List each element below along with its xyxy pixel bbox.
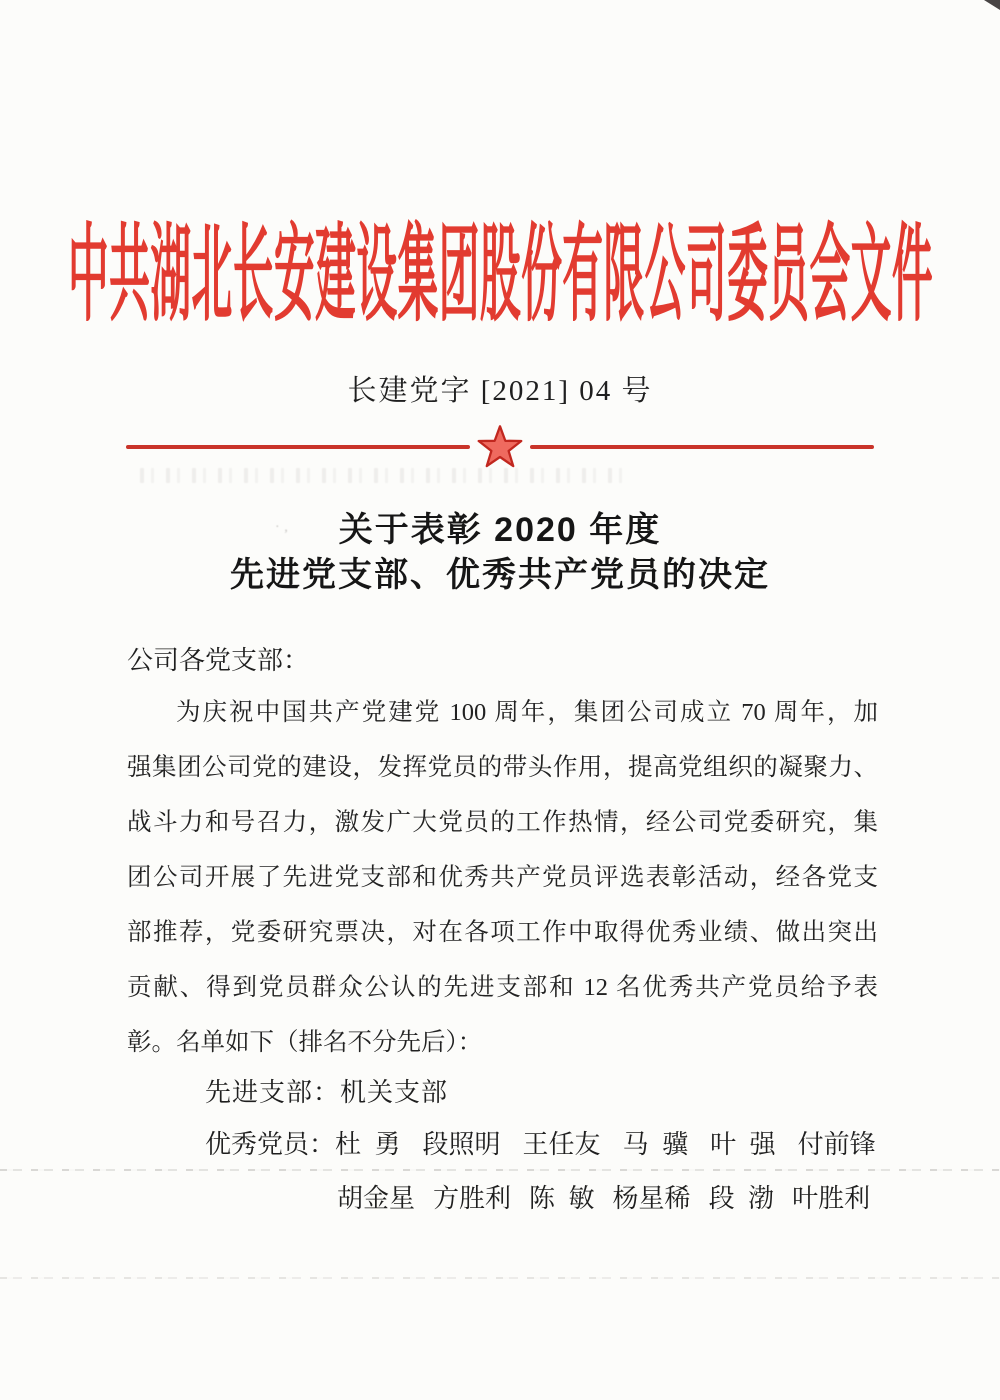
member-name: 王任友	[522, 1130, 601, 1159]
outstanding-members-line1	[205, 1124, 876, 1161]
outstanding-members-line2	[337, 1178, 870, 1215]
salutation: 公司各党支部：	[127, 646, 310, 675]
member-name: 段 渤	[708, 1184, 775, 1213]
scan-corner-artifact	[984, 0, 1000, 10]
member-name: 杨星稀	[612, 1184, 691, 1213]
scan-smudge-artifact: ·‚	[275, 520, 293, 535]
fold-crease-line	[0, 1277, 1000, 1279]
document-title-line1: 关于表彰 2020 年度	[338, 511, 662, 549]
fold-crease-line	[0, 1169, 1000, 1171]
body-line: 战斗力和号召力，激发广大党员的工作热情，经公司党委研究，集	[127, 809, 878, 836]
member-name: 陈 敏	[529, 1184, 595, 1213]
advanced-branch-label: 先进支部：	[205, 1078, 341, 1107]
letterhead-title-text: 中共湖北长安建设集团股份有限公司委员会文件	[67, 216, 933, 334]
advanced-branch-value: 机关支部	[340, 1078, 449, 1107]
body-line: 为庆祝中国共产党建党 100 周年，集团公司成立 70 周年，加	[176, 699, 878, 726]
red-separator-rule	[126, 424, 874, 470]
red-rule-right-segment	[530, 445, 874, 449]
member-name: 方胜利	[433, 1184, 512, 1213]
letterhead-title	[0, 196, 1000, 336]
body-line: 强集团公司党的建设，发挥党员的带头作用，提高党组织的凝聚力、	[127, 754, 878, 781]
member-name: 付前锋	[797, 1130, 876, 1159]
red-rule-left-segment	[126, 445, 470, 449]
document-title-line2: 先进党支部、优秀共产党员的决定	[230, 556, 770, 594]
member-name: 马 骥	[622, 1130, 689, 1159]
red-star-icon	[477, 424, 523, 470]
outstanding-members-label: 优秀党员：	[205, 1130, 336, 1159]
member-name: 段照明	[422, 1130, 501, 1159]
member-name: 杜 勇	[335, 1130, 401, 1159]
advanced-branch-line	[205, 1072, 448, 1109]
member-name: 叶胜利	[792, 1184, 871, 1213]
document-title	[0, 508, 1000, 598]
body-line: 彰。名单如下（排名不分先后）：	[127, 1029, 483, 1056]
member-name: 叶 强	[710, 1130, 776, 1159]
document-number: 长建党字 [2021] 04 号	[347, 375, 653, 407]
body-line: 部推荐，党委研究票决，对在各项工作中取得优秀业绩、做出突出	[127, 919, 878, 946]
body-line: 贡献、得到党员群众公认的先进支部和 12 名优秀共产党员给予表	[127, 974, 878, 1001]
body-line: 团公司开展了先进党支部和优秀共产党员评选表彰活动，经各党支	[127, 864, 878, 891]
scan-bleed-artifact	[140, 468, 630, 483]
member-name: 胡金星	[337, 1184, 416, 1213]
body-paragraph	[127, 685, 878, 1070]
